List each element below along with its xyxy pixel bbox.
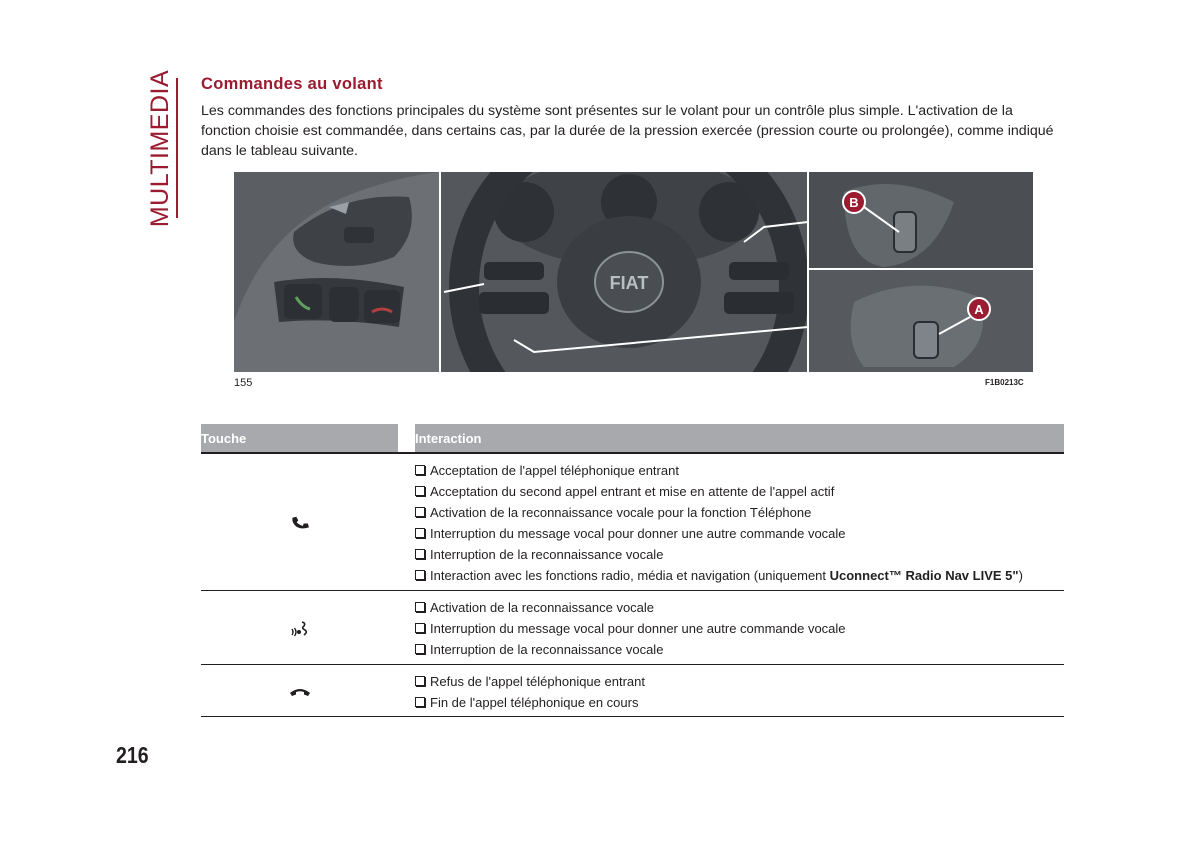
list-item: Refus de l'appel téléphonique entrant <box>415 671 1064 692</box>
interaction-list <box>415 460 1064 586</box>
phone-answer-icon <box>291 514 309 532</box>
checkbox-bullet <box>415 644 425 654</box>
phone-hangup-icon <box>289 685 311 699</box>
table-row <box>201 591 1064 665</box>
steering-wheel-figure <box>234 172 1033 372</box>
intro-paragraph: Les commandes des fonctions principales du système sont présentes sur le volant pour un contrôle plus simple. L'activation de la fonction choisie est commandée, dans certains cas, par la durée de la pression exercée (pression courte ou prolongée), comme indiqué dans le tableau suivante. <box>201 103 1054 159</box>
section-tab-label: MULTIMEDIA <box>146 69 175 227</box>
checkbox-bullet <box>415 570 425 580</box>
header-touche: Touche <box>201 430 247 446</box>
interaction-list <box>415 597 1064 660</box>
button-b-closeup <box>808 172 1033 269</box>
checkbox-bullet <box>415 486 425 496</box>
table-header <box>201 424 1064 454</box>
key-cell <box>201 597 398 660</box>
table-row <box>201 665 1064 717</box>
list-item: Activation de la reconnaissance vocale <box>415 597 1064 618</box>
list-item: Activation de la reconnaissance vocale pour la fonction Téléphone <box>415 502 1064 523</box>
section-title: Commandes au volant <box>201 75 383 93</box>
checkbox-bullet <box>415 602 425 612</box>
figure-number: 155 <box>234 377 253 389</box>
controls-table <box>201 424 1064 717</box>
list-item: Acceptation de l'appel téléphonique entrant <box>415 460 1064 481</box>
callout-a-label: A <box>974 302 984 317</box>
product-name: Uconnect™ Radio Nav LIVE 5" <box>829 568 1019 583</box>
button-a-closeup <box>809 270 1033 372</box>
figure-reference: F1B0213C <box>985 378 1024 387</box>
key-cell <box>201 460 398 586</box>
list-item: Interruption de la reconnaissance vocale <box>415 639 1064 660</box>
checkbox-bullet <box>415 697 425 707</box>
fiat-logo: FIAT <box>609 273 649 293</box>
key-cell <box>201 671 398 713</box>
callout-b-label: B <box>849 195 859 210</box>
page-number: 216 <box>116 742 149 768</box>
checkbox-bullet <box>415 623 425 633</box>
checkbox-bullet <box>415 465 425 475</box>
checkbox-bullet <box>415 528 425 538</box>
interaction-list <box>415 671 1064 713</box>
list-item: Acceptation du second appel entrant et mise en attente de l'appel actif <box>415 481 1064 502</box>
section-tab <box>146 69 178 227</box>
checkbox-bullet <box>415 507 425 517</box>
left-controls-closeup <box>234 172 440 372</box>
voice-command-icon <box>290 619 310 639</box>
list-item: Interruption de la reconnaissance vocale <box>415 544 1064 565</box>
checkbox-bullet <box>415 676 425 686</box>
list-item: Interruption du message vocal pour donner une autre commande vocale <box>415 618 1064 639</box>
list-item: Interaction avec les fonctions radio, média et navigation (uniquement Uconnect™ Radio Nav LIVE 5") <box>415 565 1064 586</box>
checkbox-bullet <box>415 549 425 559</box>
list-item: Fin de l'appel téléphonique en cours <box>415 692 1064 713</box>
table-row <box>201 454 1064 591</box>
header-interaction: Interaction <box>415 430 482 446</box>
steering-wheel-overview <box>440 172 808 372</box>
list-item: Interruption du message vocal pour donner une autre commande vocale <box>415 523 1064 544</box>
